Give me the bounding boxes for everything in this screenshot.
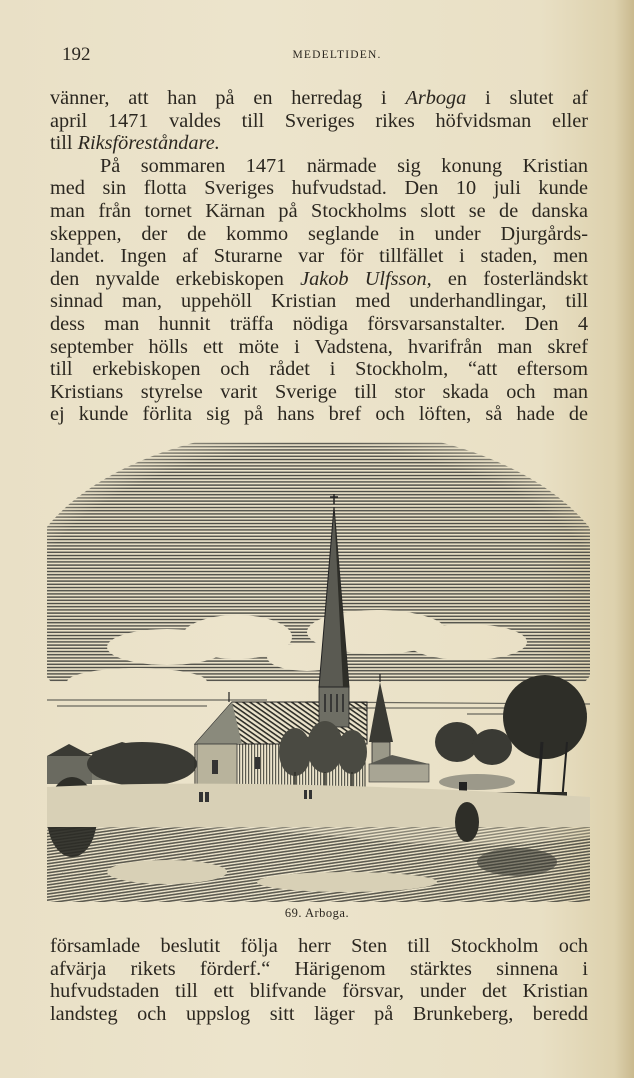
text-line: landsteg och uppslog sitt läger på Brunkeberg, beredd: [50, 1002, 588, 1025]
text-line: vänner, att han på en herredag i Arboga i slutet af: [50, 87, 589, 109]
text-line: landet. Ingen af Sturarne var för tillfället i staden, men: [50, 245, 588, 268]
text-line: hufvudstaden till ett blifvande försvar, under det Kristian: [50, 980, 588, 1003]
text-line: skeppen, der de kommo seglande in under Djurgårds-: [50, 222, 588, 245]
engraving-illustration: [47, 442, 590, 902]
text-line: man från tornet Kärnan på Stockholms slott se de danska: [50, 199, 588, 222]
body-text-top: [50, 87, 588, 426]
text-line: till Riksföreståndare.: [50, 132, 220, 155]
italic-title: Riksföreståndare.: [77, 132, 220, 155]
page-number: 192: [62, 44, 91, 65]
text-line: den nyvalde erkebiskopen Jakob Ulfsson, en fosterländskt: [50, 267, 588, 290]
text-line: sinnad man, uppehöll Kristian med underhandlingar, till: [50, 290, 588, 313]
text-line: afvärja rikets förderf.“ Härigenom stärktes sinnena i: [50, 957, 588, 980]
page-header: [62, 44, 582, 68]
text-line: dess man hunnit träffa nödiga försvarsanstalter. Den 4: [50, 312, 588, 335]
italic-place-name: Arboga: [405, 87, 467, 109]
text-line: april 1471 valdes till Sveriges rikes höfvidsman eller: [50, 109, 588, 132]
italic-person-name: Jakob Ulfsson,: [300, 267, 432, 290]
church-engraving-icon: [47, 442, 590, 902]
text-line: september hölls ett möte i Vadstena, hvarifrån man skref: [50, 335, 588, 358]
running-head: MEDELTIDEN.: [292, 49, 382, 61]
text-line: till erkebiskopen och rådet i Stockholm, “att eftersom: [50, 358, 588, 381]
text-line: På sommaren 1471 närmade sig konung Kristian: [100, 154, 588, 177]
text-line: Kristians styrelse varit Sverige till stor skada och man: [50, 380, 588, 403]
figure-caption: 69. Arboga.: [284, 906, 350, 920]
text-line: med sin flotta Sveriges hufvudstad. Den 10 juli kunde: [50, 177, 588, 200]
text-line: ej kunde förlita sig på hans bref och löften, så hade de: [50, 403, 588, 426]
body-text-bottom: [50, 935, 588, 1025]
text-line: församlade beslutit följa herr Sten till Stockholm och: [50, 935, 588, 957]
